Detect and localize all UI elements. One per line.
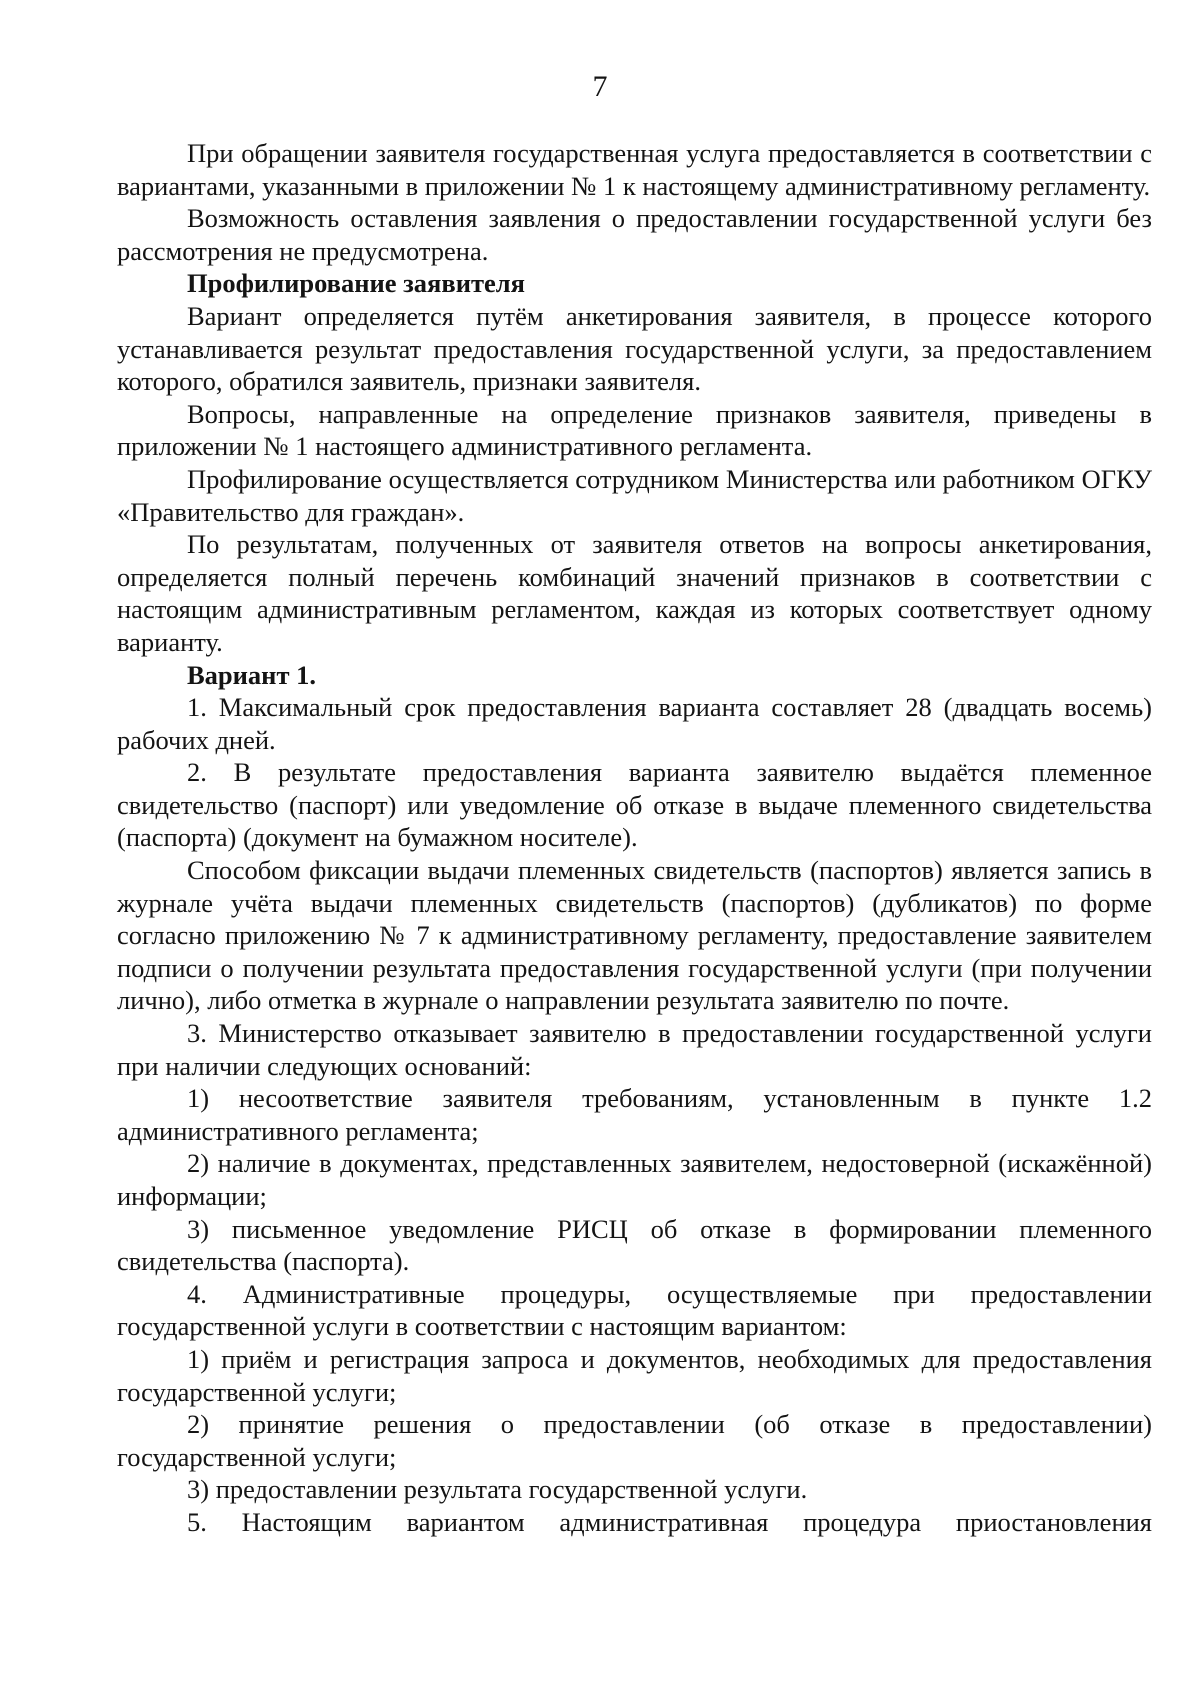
section-heading: Вариант 1. <box>187 659 316 690</box>
list-item: 2) наличие в документах, представленных заявителем, недостоверной (искажённой) информации; <box>117 1148 1152 1211</box>
document-body <box>117 137 1152 1539</box>
paragraph: 1. Максимальный срок предоставления варианта составляет 28 (двадцать восемь) рабочих дней. <box>117 692 1152 755</box>
paragraph: 3. Министерство отказывает заявителю в предоставлении государственной услуги при наличии следующих оснований: <box>117 1018 1152 1081</box>
paragraph: Вариант определяется путём анкетирования заявителя, в процессе которого устанавливается результат предоставления государственной услуги, за предоставлением которого, обратился заявитель, признаки заявителя. <box>117 300 1152 397</box>
paragraph: Вопросы, направленные на определение признаков заявителя, приведены в приложении № 1 настоящего административного регламента. <box>117 398 1152 462</box>
section-heading: Профилирование заявителя <box>187 268 525 299</box>
list-item: 2) принятие решения о предоставлении (об отказе в предоставлении) государственной услуги; <box>117 1409 1152 1472</box>
list-item: 1) приём и регистрация запроса и документов, необходимых для предоставления государственной услуги; <box>117 1343 1152 1407</box>
paragraph: 5. Настоящим вариантом административная процедура приостановления <box>187 1506 1152 1537</box>
paragraph: Профилирование осуществляется сотрудником Министерства или работником ОГКУ «Правительство для граждан». <box>117 463 1152 527</box>
list-item: 1) несоответствие заявителя требованиям, установленным в пункте 1.2 административного регламента; <box>117 1083 1152 1146</box>
list-item: 3) предоставлении результата государственной услуги. <box>187 1474 808 1505</box>
paragraph: 4. Административные процедуры, осуществляемые при предоставлении государственной услуги в соответствии с настоящим вариантом: <box>117 1278 1152 1342</box>
paragraph: По результатам, полученных от заявителя ответов на вопросы анкетирования, определяется полный перечень комбинаций значений признаков в соответствии с настоящим административным регламентом, каждая из которых соответствует одному варианту. <box>117 529 1152 657</box>
paragraph: Способом фиксации выдачи племенных свидетельств (паспортов) является запись в журнале учёта выдачи племенных свидетельств (паспортов) (дубликатов) по форме согласно приложению № 7 к административному регламенту, предоставление заявителем подписи о получении результата предоставления государственной услуги (при получении лично), либо отметка в журнале о направлении результата заявителю по почте. <box>117 855 1152 1016</box>
list-item: 3) письменное уведомление РИСЦ об отказе в формировании племенного свидетельства (паспорта). <box>117 1213 1152 1277</box>
paragraph: Возможность оставления заявления о предоставлении государственной услуги без рассмотрения не предусмотрена. <box>117 203 1152 266</box>
paragraph: При обращении заявителя государственная услуга предоставляется в соответствии с вариантами, указанными в приложении № 1 к настоящему административному регламенту. <box>117 138 1152 201</box>
page-number: 7 <box>592 70 608 103</box>
paragraph: 2. В результате предоставления варианта заявителю выдаётся племенное свидетельство (паспорт) или уведомление об отказе в выдаче племенного свидетельства (паспорта) (документ на бумажном носителе). <box>117 757 1152 853</box>
